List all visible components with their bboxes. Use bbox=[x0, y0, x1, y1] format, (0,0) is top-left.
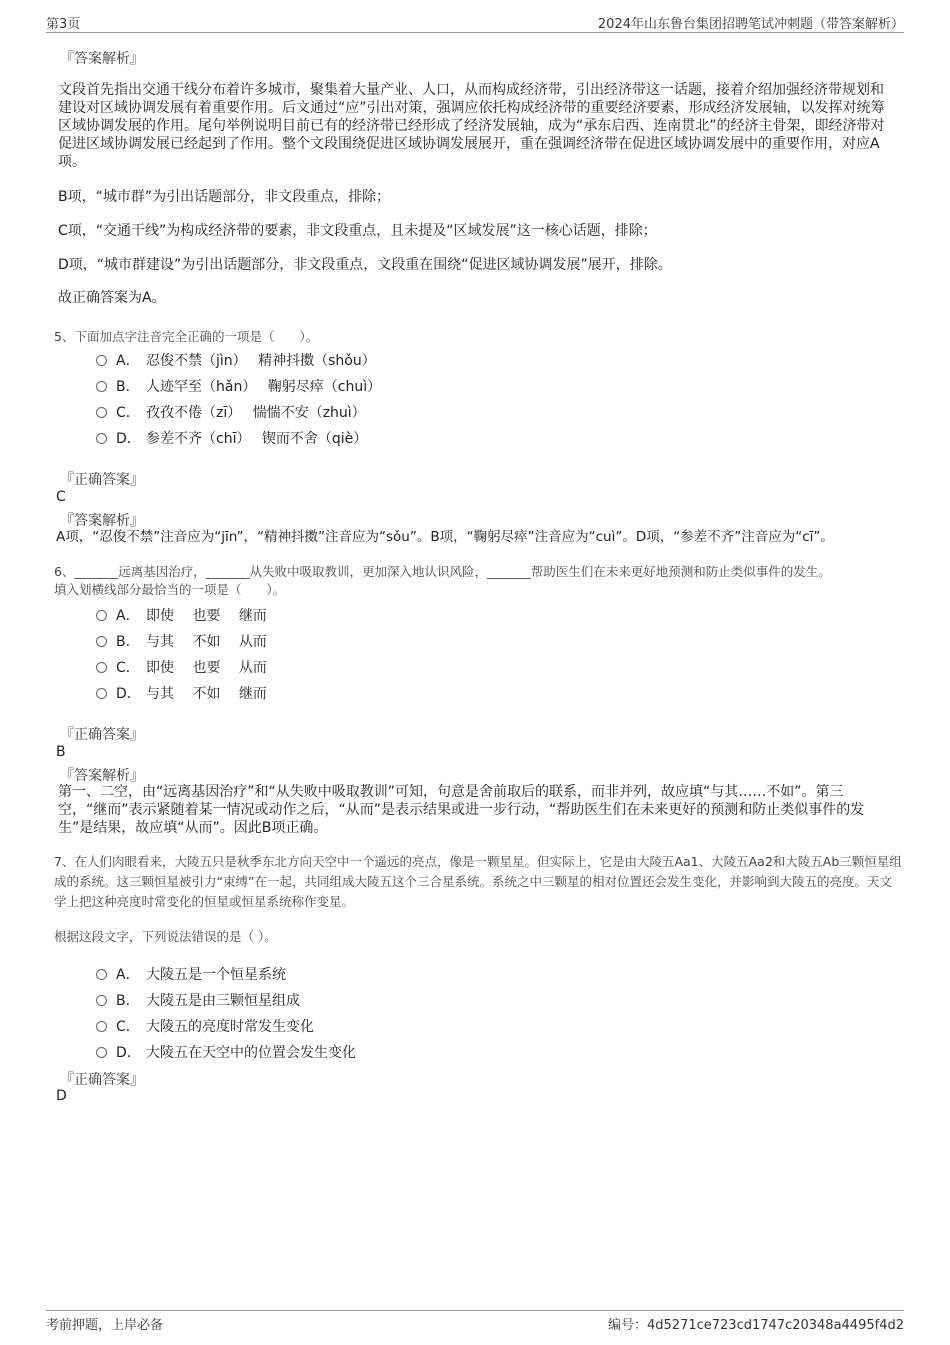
question-7-prompt: 根据这段文字，下列说法错误的是（ ）。 bbox=[54, 929, 277, 944]
radio-icon[interactable] bbox=[96, 610, 107, 621]
radio-icon[interactable] bbox=[96, 969, 107, 980]
analysis-paragraph-c: C项，“交通干线”为构成经济带的要素，非文段重点，且未提及“区域发展”这一核心话题，排除； bbox=[58, 223, 657, 239]
q5-option-d[interactable]: D． 参差不齐（chī） 锲而不舍（qiè） bbox=[96, 428, 367, 448]
question-5: 5、下面加点字注音完全正确的一项是（ ）。 bbox=[54, 329, 319, 344]
q6-option-b[interactable]: B． 与其 不如 从而 bbox=[96, 631, 267, 651]
q5-option-a[interactable]: A． 忍俊不禁（jìn） 精神抖擞（shǒu） bbox=[96, 350, 376, 370]
radio-icon[interactable] bbox=[96, 995, 107, 1006]
document-title: 2024年山东鲁台集团招聘笔试冲刺题（带答案解析） bbox=[597, 17, 904, 32]
q5-analysis-label: 『答案解析』 bbox=[60, 513, 144, 529]
q7-option-d[interactable]: D． 大陵五在天空中的位置会发生变化 bbox=[96, 1042, 356, 1062]
q6-option-c[interactable]: C． 即使 也要 从而 bbox=[96, 657, 267, 677]
radio-icon[interactable] bbox=[96, 662, 107, 673]
analysis-paragraph-d: D项，“城市群建设”为引出话题部分，非文段重点，文段重在围绕“促进区域协调发展”展开，排除。 bbox=[58, 257, 672, 273]
radio-icon[interactable] bbox=[96, 688, 107, 699]
radio-icon[interactable] bbox=[96, 636, 107, 647]
question-6-line-2: 填入划横线部分最恰当的一项是（ ）。 bbox=[54, 582, 286, 597]
q7-answer-value: D bbox=[56, 1088, 67, 1104]
question-7: 7、在人们肉眼看来，大陵五只是秋季东北方向天空中一个遥远的亮点，像是一颗星星。但实际上，它是由大陵五Aa1、大陵五Aa2和大陵五Ab三颗恒星组成的系统。这三颗恒星被引力“束缚”在一起，共同组成大陵五这个三合星系统。系统之中三颗星的相对位置还会发生变化，并影响到大陵五的亮度。天文学上把这种亮度时常变化的恒星或恒星系统称作变星。 bbox=[54, 854, 902, 909]
radio-icon[interactable] bbox=[96, 1021, 107, 1032]
q6-option-d[interactable]: D． 与其 不如 继而 bbox=[96, 683, 267, 703]
q7-option-a[interactable]: A． 大陵五是一个恒星系统 bbox=[96, 964, 286, 984]
question-6-line-1: 6、_______远离基因治疗，_______从失败中吸取教训，更加深入地认识风险，_______帮助医生们在未来更好地预测和防止类似事件的发生。 bbox=[54, 564, 831, 579]
q5-option-c[interactable]: C． 孜孜不倦（zī） 惴惴不安（zhuì） bbox=[96, 402, 366, 422]
radio-icon[interactable] bbox=[96, 355, 107, 366]
footer-slogan: 考前押题，上岸必备 bbox=[46, 1318, 164, 1333]
q6-answer-label: 『正确答案』 bbox=[60, 727, 144, 743]
q6-answer-value: B bbox=[56, 744, 66, 760]
analysis-label: 『答案解析』 bbox=[60, 51, 144, 67]
q6-option-a[interactable]: A． 即使 也要 继而 bbox=[96, 605, 267, 625]
footer-divider bbox=[46, 1310, 904, 1311]
radio-icon[interactable] bbox=[96, 381, 107, 392]
analysis-paragraph-b: B项，“城市群”为引出话题部分，非文段重点，排除； bbox=[58, 189, 391, 205]
radio-icon[interactable] bbox=[96, 1047, 107, 1058]
analysis-conclusion: 故正确答案为A。 bbox=[58, 290, 166, 306]
footer-document-id: 编号：4d5271ce723cd1747c20348a4495f4d2 bbox=[608, 1318, 904, 1333]
analysis-paragraph-main: 文段首先指出交通干线分布着许多城市，聚集着大量产业、人口，从而构成经济带，引出经济带这一话题，接着介绍加强经济带规划和建设对区域协调发展有着重要作用。后文通过“应”引出对策，强调应依托构成经济带的重要经济要素，形成经济发展轴，以发挥对统筹区域协调发展的作用。尾句举例说明目前已有的经济带已经形成了经济发展轴，成为“承东启西、连南贯北”的经济主骨架，即经济带对促进区域协调发展已经起到了作用。整个文段围绕促进区域协调发展展开，重在强调经济带在促进区域协调发展中的重要作用，对应A项。 bbox=[58, 82, 885, 170]
page-number: 第3页 bbox=[46, 17, 81, 32]
radio-icon[interactable] bbox=[96, 433, 107, 444]
q5-answer-label: 『正确答案』 bbox=[60, 472, 144, 488]
q7-option-b[interactable]: B． 大陵五是由三颗恒星组成 bbox=[96, 990, 300, 1010]
q5-analysis-text: A项，“忍俊不禁”注音应为“jīn”，“精神抖擞”注音应为“sǒu”。B项，“鞠躬尽瘁”注音应为“cuì”。D项，“参差不齐”注音应为“cī”。 bbox=[56, 529, 834, 545]
q7-answer-label: 『正确答案』 bbox=[60, 1072, 144, 1088]
q5-answer-value: C bbox=[56, 489, 66, 505]
q7-option-c[interactable]: C． 大陵五的亮度时常发生变化 bbox=[96, 1016, 314, 1036]
q6-analysis-label: 『答案解析』 bbox=[60, 768, 144, 784]
radio-icon[interactable] bbox=[96, 407, 107, 418]
q6-analysis-text: 第一、二空，由“远离基因治疗”和“从失败中吸取教训”可知，句意是舍前取后的联系，而非并列，故应填“与其……不如”。第三空，“继而”表示紧随着某一情况或动作之后，“从而”是表示结果或进一步行动，“帮助医生们在未来更好的预测和防止类似事件的发生”是结果，故应填“从而”。因此B项正确。 bbox=[58, 784, 865, 836]
q5-option-b[interactable]: B． 人迹罕至（hǎn） 鞠躬尽瘁（chuì） bbox=[96, 376, 381, 396]
header-divider bbox=[46, 32, 904, 33]
